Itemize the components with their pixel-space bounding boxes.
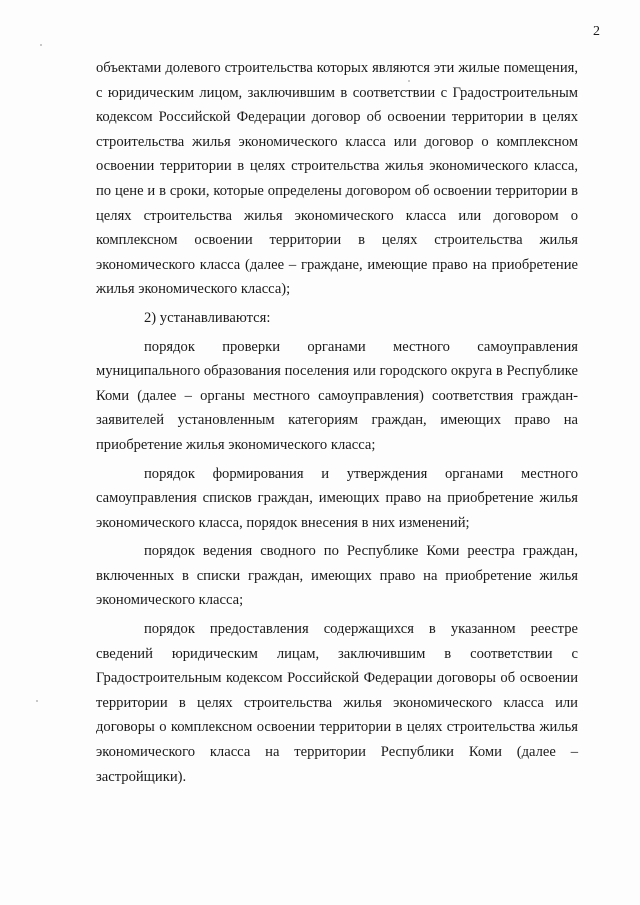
page-number: 2 [593,24,600,39]
scan-speck [40,44,42,46]
paragraph-lists-procedure: порядок формирования и утверждения органами местного самоуправления списков граждан, имеющих право на приобретение жилья экономического класса, порядок внесения в них изменений; [96,465,578,531]
paragraph-information-procedure: порядок предоставления содержащихся в указанном реестре сведений юридическим лицам, заключившим в соответствии с Градостроительным кодексом Российской Федерации договоры об освоении территории в целях строительства жилья экономического класса или договоры о комплексном освоении территории в целях строительства жилья экономического класса на территории Республики Коми (далее – застройщики). [96,621,578,785]
body-text [96,56,578,789]
paragraph-registry-procedure: порядок ведения сводного по Республике Коми реестра граждан, включенных в списки граждан, имеющих право на приобретение жилья экономического класса; [96,543,578,609]
scan-speck [36,700,38,702]
paragraph-continuation: объектами долевого строительства которых являются эти жилые помещения, с юридическим лицом, заключившим в соответствии с Градостроительным кодексом Российской Федерации договор об освоении территории в целях строительства жилья экономического класса или договор о комплексном освоении территории в целях строительства жилья экономического класса, по цене и в сроки, которые определены договором об освоении территории в целях строительства жилья экономического класса или договором о комплексном освоении территории в целях строительства жилья экономического класса (далее – граждане, имеющие право на приобретение жилья экономического класса); [96,60,578,298]
scan-speck [408,80,410,82]
paragraph-item-2: 2) устанавливаются: [144,309,271,326]
paragraph-verification-procedure: порядок проверки органами местного самоуправления муниципального образования поселения или городского округа в Республике Коми (далее – органы местного самоуправления) соответствия граждан-заявителей установленным категориям граждан, имеющих право на приобретение жилья экономического класса; [96,338,578,453]
